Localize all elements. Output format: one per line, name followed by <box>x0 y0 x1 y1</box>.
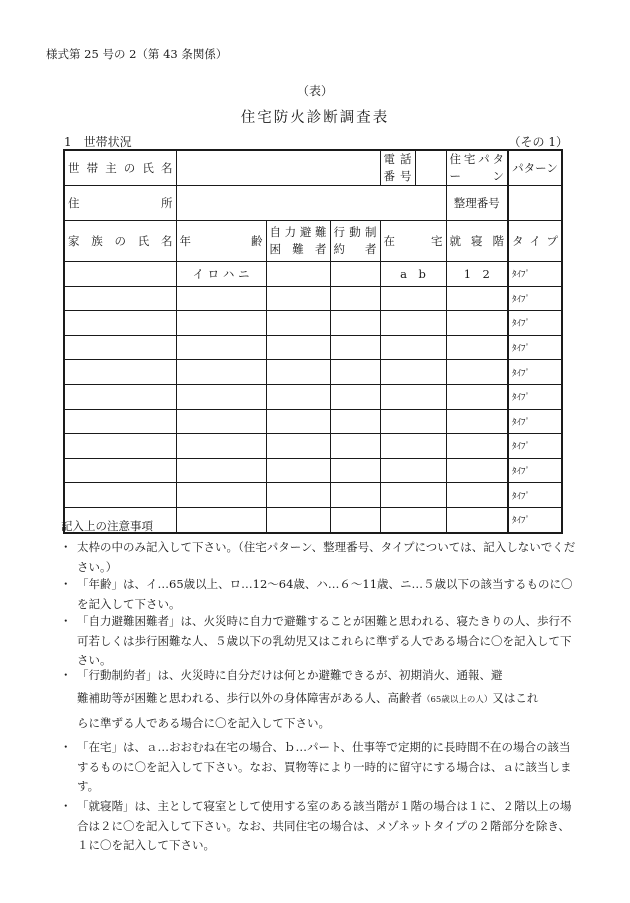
at-home-cell[interactable] <box>380 483 446 508</box>
note-bullet: ・ <box>60 740 72 754</box>
sleep-floor-cell[interactable] <box>446 384 508 409</box>
at-home-cell[interactable] <box>380 409 446 434</box>
note-text-line: 「行動制約者」は、火災時に自分だけは何とか避難できるが、初期消火、通報、避 <box>77 668 503 682</box>
col-sleep-floor: 就寝階 <box>446 221 508 262</box>
sleep-floor-cell[interactable] <box>446 409 508 434</box>
type-cell: ﾀｲﾌﾟ <box>508 458 562 483</box>
part-label: （その 1） <box>508 135 568 149</box>
note-bullet: ・ <box>60 540 72 554</box>
sleep-floor-cell[interactable] <box>446 360 508 385</box>
family-name-cell[interactable] <box>64 262 176 287</box>
note-text-line: 難補助等が困難と思われる、歩行以外の身体障害がある人、高齢者 <box>77 691 422 705</box>
family-name-cell[interactable] <box>64 311 176 336</box>
self-evac-cell[interactable] <box>266 458 330 483</box>
family-name-cell[interactable] <box>64 409 176 434</box>
self-evac-cell[interactable] <box>266 286 330 311</box>
restricted-cell[interactable] <box>330 335 380 360</box>
age-options: イ ロ ハ ニ <box>176 262 266 287</box>
note-text: 「就寝階」は、主として寝室として使用する室のある該当階が１階の場合は１に、２階以上の場合は２に〇を記入して下さい。なお、共同住宅の場合は、メゾネットタイプの２階部分を除き、１に〇を記入して下さい。 <box>77 799 572 852</box>
age-cell[interactable] <box>176 360 266 385</box>
col-type: タイプ <box>508 221 562 262</box>
at-home-cell[interactable] <box>380 384 446 409</box>
note-item <box>60 612 580 671</box>
col-self-evac: 自力避難困難者 <box>266 221 330 262</box>
type-cell: ﾀｲﾌﾟ <box>508 384 562 409</box>
age-cell[interactable] <box>176 507 266 532</box>
sleep-floor-cell[interactable] <box>446 311 508 336</box>
restricted-cell[interactable] <box>330 409 380 434</box>
home-options: a b <box>380 262 446 287</box>
family-name-cell[interactable] <box>64 286 176 311</box>
age-cell[interactable] <box>176 458 266 483</box>
at-home-cell[interactable] <box>380 311 446 336</box>
restricted-cell[interactable] <box>330 311 380 336</box>
note-bullet: ・ <box>60 614 72 628</box>
restricted-cell[interactable] <box>330 360 380 385</box>
address-label: 住所 <box>64 186 176 221</box>
family-name-cell[interactable] <box>64 360 176 385</box>
sleep-floor-cell[interactable] <box>446 507 508 532</box>
household-table <box>63 149 563 534</box>
at-home-cell[interactable] <box>380 507 446 532</box>
age-cell[interactable] <box>176 384 266 409</box>
note-bullet: ・ <box>60 577 72 591</box>
sleep-floor-cell[interactable] <box>446 483 508 508</box>
restricted-cell[interactable] <box>330 483 380 508</box>
type-cell: ﾀｲﾌﾟ <box>508 335 562 360</box>
family-name-cell[interactable] <box>64 335 176 360</box>
note-text-line: らに準ずる人である場合に〇を記入して下さい。 <box>77 716 330 730</box>
restricted-cell[interactable] <box>330 286 380 311</box>
floor-options: 1 2 <box>446 262 508 287</box>
self-evac-cell[interactable] <box>266 335 330 360</box>
householder-name-field[interactable] <box>176 150 380 186</box>
sleep-floor-cell[interactable] <box>446 434 508 459</box>
note-text: 「在宅」は、ａ…おおむね在宅の場合、ｂ…パート、仕事等で定期的に長時間不在の場合の該当するものに〇を記入して下さい。なお、買物等により一時的に留守にする場合は、ａに該当します。 <box>77 740 572 793</box>
at-home-cell[interactable] <box>380 458 446 483</box>
restricted-cell[interactable] <box>330 262 380 287</box>
note-item <box>60 797 580 856</box>
note-item <box>60 538 580 577</box>
address-field[interactable] <box>176 186 446 221</box>
housing-pattern-label: 住宅パターン <box>446 150 508 186</box>
self-evac-cell[interactable] <box>266 311 330 336</box>
self-evac-cell[interactable] <box>266 384 330 409</box>
note-text: 「自力避難困難者」は、火災時に自力で避難することが困難と思われる、寝たきりの人、歩行不可若しくは歩行困難な人、５歳以下の乳幼児又はこれらに準ずる人である場合に〇を記入して下さい。 <box>77 614 572 667</box>
type-cell: ﾀｲﾌﾟ <box>508 360 562 385</box>
age-cell[interactable] <box>176 434 266 459</box>
section-heading: 1 世帯状況 <box>64 135 132 149</box>
self-evac-cell[interactable] <box>266 360 330 385</box>
note-text: 太枠の中のみ記入して下さい。（住宅パターン、整理番号、タイプについては、記入しないでください。） <box>77 540 576 574</box>
ref-number-label: 整理番号 <box>446 186 508 221</box>
col-restricted: 行動制約者 <box>330 221 380 262</box>
note-text: 「年齢」は、イ…65歳以上、ロ…12～64歳、ハ…６～11歳、ニ…５歳以下の該当するものに〇を記入して下さい。 <box>77 577 573 611</box>
col-at-home: 在宅 <box>380 221 446 262</box>
note-bullet: ・ <box>60 668 72 682</box>
self-evac-cell[interactable] <box>266 434 330 459</box>
householder-name-label: 世帯主の氏名 <box>64 150 176 186</box>
note-item <box>60 575 580 614</box>
form-number: 様式第 25 号の 2（第 43 条関係） <box>46 47 228 61</box>
sleep-floor-cell[interactable] <box>446 458 508 483</box>
sleep-floor-cell[interactable] <box>446 286 508 311</box>
notes-title: 記入上の注意事項 <box>61 519 153 533</box>
type-cell: ﾀｲﾌﾟ <box>508 286 562 311</box>
type-cell: ﾀｲﾌﾟ <box>508 409 562 434</box>
type-cell: ﾀｲﾌﾟ <box>508 483 562 508</box>
self-evac-cell[interactable] <box>266 409 330 434</box>
at-home-cell[interactable] <box>380 360 446 385</box>
age-cell[interactable] <box>176 311 266 336</box>
restricted-cell[interactable] <box>330 384 380 409</box>
ref-number-field <box>508 186 562 221</box>
family-name-cell[interactable] <box>64 483 176 508</box>
type-cell: ﾀｲﾌﾟ <box>508 311 562 336</box>
type-cell: ﾀｲﾌﾟ <box>508 507 562 532</box>
self-evac-cell[interactable] <box>266 483 330 508</box>
age-cell[interactable] <box>176 483 266 508</box>
sleep-floor-cell[interactable] <box>446 335 508 360</box>
self-evac-cell[interactable] <box>266 507 330 532</box>
at-home-cell[interactable] <box>380 434 446 459</box>
self-evac-cell[interactable] <box>266 262 330 287</box>
side-label: （表） <box>296 84 333 98</box>
note-text-line: 又はこれ <box>492 691 539 705</box>
age-cell[interactable] <box>176 335 266 360</box>
family-name-cell[interactable] <box>64 434 176 459</box>
page-title: 住宅防火診断調査表 <box>240 110 390 126</box>
col-age: 年齢 <box>176 221 266 262</box>
at-home-cell[interactable] <box>380 286 446 311</box>
type-cell: ﾀｲﾌﾟ <box>508 434 562 459</box>
col-family-name: 家族の氏名 <box>64 221 176 262</box>
restricted-cell[interactable] <box>330 458 380 483</box>
note-item <box>60 664 580 735</box>
note-item <box>60 738 580 797</box>
family-name-cell[interactable] <box>64 384 176 409</box>
age-cell[interactable] <box>176 409 266 434</box>
phone-label: 電話番号 <box>381 151 416 185</box>
type-cell: ﾀｲﾌﾟ <box>508 262 562 287</box>
note-bullet: ・ <box>60 799 72 813</box>
restricted-cell[interactable] <box>330 507 380 532</box>
age-cell[interactable] <box>176 286 266 311</box>
pattern-header: パターン <box>508 150 562 186</box>
phone-field[interactable] <box>416 151 446 185</box>
at-home-cell[interactable] <box>380 335 446 360</box>
restricted-cell[interactable] <box>330 434 380 459</box>
family-name-cell[interactable] <box>64 458 176 483</box>
note-small-text: （65歳以上の人） <box>422 695 493 705</box>
